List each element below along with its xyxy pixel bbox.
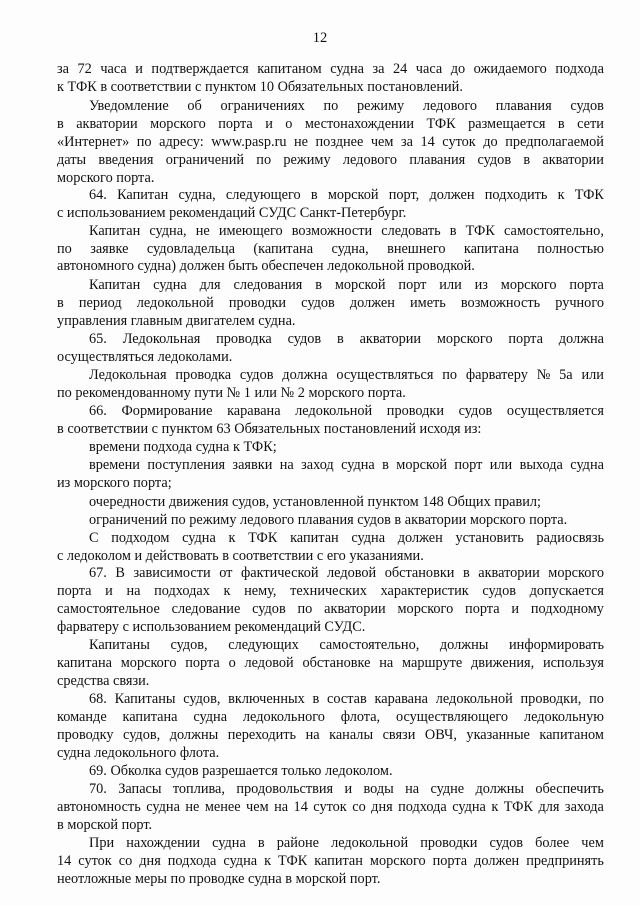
text-line: Ледокольная проводка судов должна осуществляться по фарватеру № 5а или — [89, 367, 604, 383]
text-line: управления главным двигателем судна. — [57, 313, 296, 329]
text-line: по рекомендованному пути № 1 или № 2 морского порта. — [57, 385, 406, 401]
text-line: к ТФК в соответствии с пунктом 10 Обязательных постановлений. — [57, 79, 463, 95]
text-line: даты введения ограничений по режиму ледового плавания судов в акватории — [57, 152, 604, 168]
text-line: времени подхода судна к ТФК; — [89, 439, 277, 455]
text-line: 14 суток со дня подхода судна к ТФК капитан морского порта должен предпринять — [57, 853, 604, 869]
text-line: с ледоколом и действовать в соответствии с его указаниями. — [57, 548, 424, 564]
text-line: автономность судна не менее чем на 14 суток со дня подхода судна к ТФК для захода — [57, 799, 604, 815]
text-line: Капитан судна, не имеющего возможности следовать в ТФК самостоятельно, — [89, 223, 604, 239]
text-line: Уведомление об ограничениях по режиму ледового плавания судов — [89, 98, 604, 114]
text-line: за 72 часа и подтверждается капитаном судна за 24 часа до ожидаемого подхода — [57, 61, 604, 77]
text-line: неотложные меры по проводке судна в морской порт. — [57, 871, 381, 887]
text-line: 65. Ледокольная проводка судов в акватории морского порта должна — [89, 331, 604, 347]
text-line: в соответствии с пунктом 63 Обязательных постановлений исходя из: — [57, 421, 482, 437]
text-line: капитана морского порта о ледовой обстановке на маршруте движения, используя — [57, 655, 604, 671]
text-line: порта и на подходах к нему, технических характеристик судов допускается — [57, 583, 604, 599]
text-line: «Интернет» по адресу: www.pasp.ru не позднее чем за 14 суток до предполагаемой — [57, 134, 604, 150]
text-line: 68. Капитаны судов, включенных в состав каравана ледокольной проводки, по — [89, 691, 604, 707]
text-line: осуществляться ледоколами. — [57, 349, 233, 365]
text-line: 64. Капитан судна, следующего в морской порт, должен подходить к ТФК — [89, 187, 604, 203]
text-line: 66. Формирование каравана ледокольной проводки судов осуществляется — [89, 403, 604, 419]
text-line: времени поступления заявки на заход судна в морской порт или выхода судна — [89, 457, 604, 473]
text-line: самостоятельное следование судов по акватории морского порта и подходному — [57, 601, 604, 617]
text-line: в период ледокольной проводки судов должен иметь возможность ручного — [57, 295, 604, 311]
text-line: с использованием рекомендаций СУДС Санкт-Петербург. — [57, 205, 407, 221]
text-line: в акватории морского порта и о местонахождении ТФК размещается в сети — [57, 116, 604, 132]
text-line: судна ледокольного флота. — [57, 745, 220, 761]
text-line: 70. Запасы топлива, продовольствия и воды на судне должны обеспечить — [89, 781, 604, 797]
text-line: автономного судна) должен быть обеспечен ледокольной проводкой. — [57, 258, 475, 274]
text-line: в морской порт. — [57, 817, 153, 833]
text-line: проводку судов, должны переходить на каналы связи ОВЧ, указанные капитаном — [57, 727, 604, 743]
text-line: 69. Обколка судов разрешается только ледоколом. — [89, 763, 393, 779]
text-line: При нахождении судна в районе ледокольной проводки судов более чем — [89, 835, 604, 851]
text-line: Капитан судна для следования в морской порт или из морского порта — [89, 277, 604, 293]
text-line: ограничений по режиму ледового плавания судов в акватории морского порта. — [89, 512, 568, 528]
text-line: очередности движения судов, установленной пунктом 148 Общих правил; — [89, 494, 541, 510]
text-line: команде капитана судна ледокольного флота, осуществляющего ледокольную — [57, 709, 604, 725]
text-line: 67. В зависимости от фактической ледовой обстановки в акватории морского — [89, 565, 604, 581]
text-line: С подходом судна к ТФК капитан судна должен установить радиосвязь — [89, 530, 604, 546]
text-line: Капитаны судов, следующих самостоятельно, должны информировать — [89, 637, 604, 653]
text-line: по заявке судовладельца (капитана судна, внешнего капитана полностью — [57, 241, 604, 257]
text-line: средства связи. — [57, 673, 150, 689]
text-line: морского порта. — [57, 170, 155, 186]
text-line: фарватеру с использованием рекомендаций СУДС. — [57, 619, 366, 635]
page-number: 12 — [312, 30, 328, 46]
text-line: из морского порта; — [57, 475, 172, 491]
